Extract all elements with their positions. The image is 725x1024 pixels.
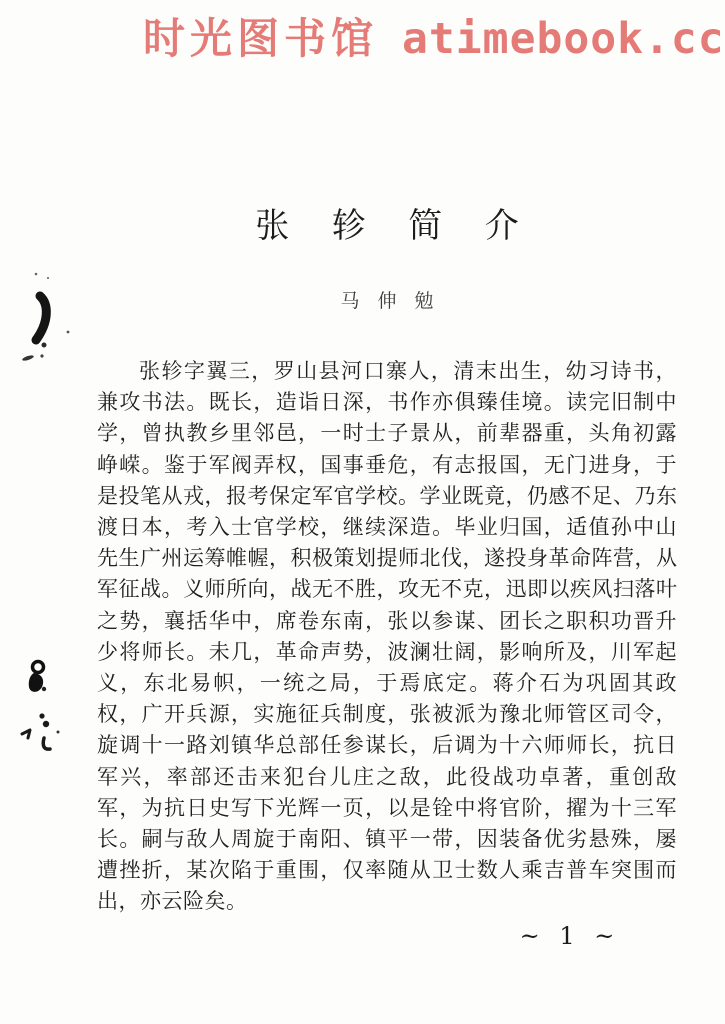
body-line: 峥嵘。鉴于军阀弄权，国事垂危，有志报国，无门进身，于	[97, 452, 677, 477]
ink-smudge-1	[22, 288, 82, 368]
body-text	[97, 356, 677, 918]
body-line: 权，广开兵源，实施征兵制度，张被派为豫北师管区司令，	[97, 702, 677, 727]
body-line: 之势，襄括华中，席卷东南，张以参谋、团长之职积功晋升	[97, 608, 677, 633]
body-line: 遭挫折，某次陷于重围，仅率随从卫士数人乘吉普车突围而	[97, 858, 677, 883]
body-line: 长。嗣与敌人周旋于南阳、镇平一带，因装备优劣悬殊，屡	[97, 827, 677, 852]
body-line: 兼攻书法。既长，造诣日深，书作亦俱臻佳境。读完旧制中	[97, 390, 677, 415]
watermark	[143, 6, 725, 66]
body-line: 少将师长。未几，革命声势，波澜壮阔，影响所及，川军起	[97, 639, 677, 664]
body-line: 军征战。义师所向，战无不胜，攻无不克，迅即以疾风扫落叶	[97, 577, 678, 602]
body-line: 张轸字翼三，罗山县河口寨人，清末出生，幼习诗书，	[139, 359, 677, 383]
body-line: 义，东北易帜，一统之局，于焉底定。蒋介石为巩固其政	[97, 671, 677, 696]
body-line: 军，为抗日史写下光辉一页，以是铨中将官阶，擢为十三军	[97, 795, 677, 820]
author-name: 马伸勉	[340, 291, 452, 312]
body-line: 先生广州运筹帷幄，积极策划提师北伐，遂投身革命阵营，从	[97, 546, 678, 571]
ink-speck	[28, 268, 58, 284]
ink-smudge-2	[22, 656, 72, 706]
body-line: 军兴，率部还击来犯台儿庄之敌，此役战功卓著，重创敌	[97, 764, 677, 789]
page-number: ~ 1 ~	[519, 922, 621, 950]
body-line: 学，曾执教乡里邻邑，一时士子景从，前辈器重，头角初露	[97, 421, 677, 446]
body-line: 渡日本，考入士官学校，继续深造。毕业归国，适值孙中山	[97, 515, 677, 540]
page-title: 张轸简介	[255, 208, 562, 245]
body-line: 旋调十一路刘镇华总部任参谋长，后调为十六师师长，抗日	[97, 733, 677, 758]
ink-smudge-3	[14, 708, 70, 760]
body-line: 出，亦云险矣。	[97, 889, 248, 914]
watermark-chinese-text: 时光图书馆	[143, 14, 379, 63]
body-line: 是投笔从戎，报考保定军官学校。学业既竟，仍感不足、乃东	[97, 483, 678, 508]
watermark-latin-text: atimebook.cc	[402, 14, 725, 64]
